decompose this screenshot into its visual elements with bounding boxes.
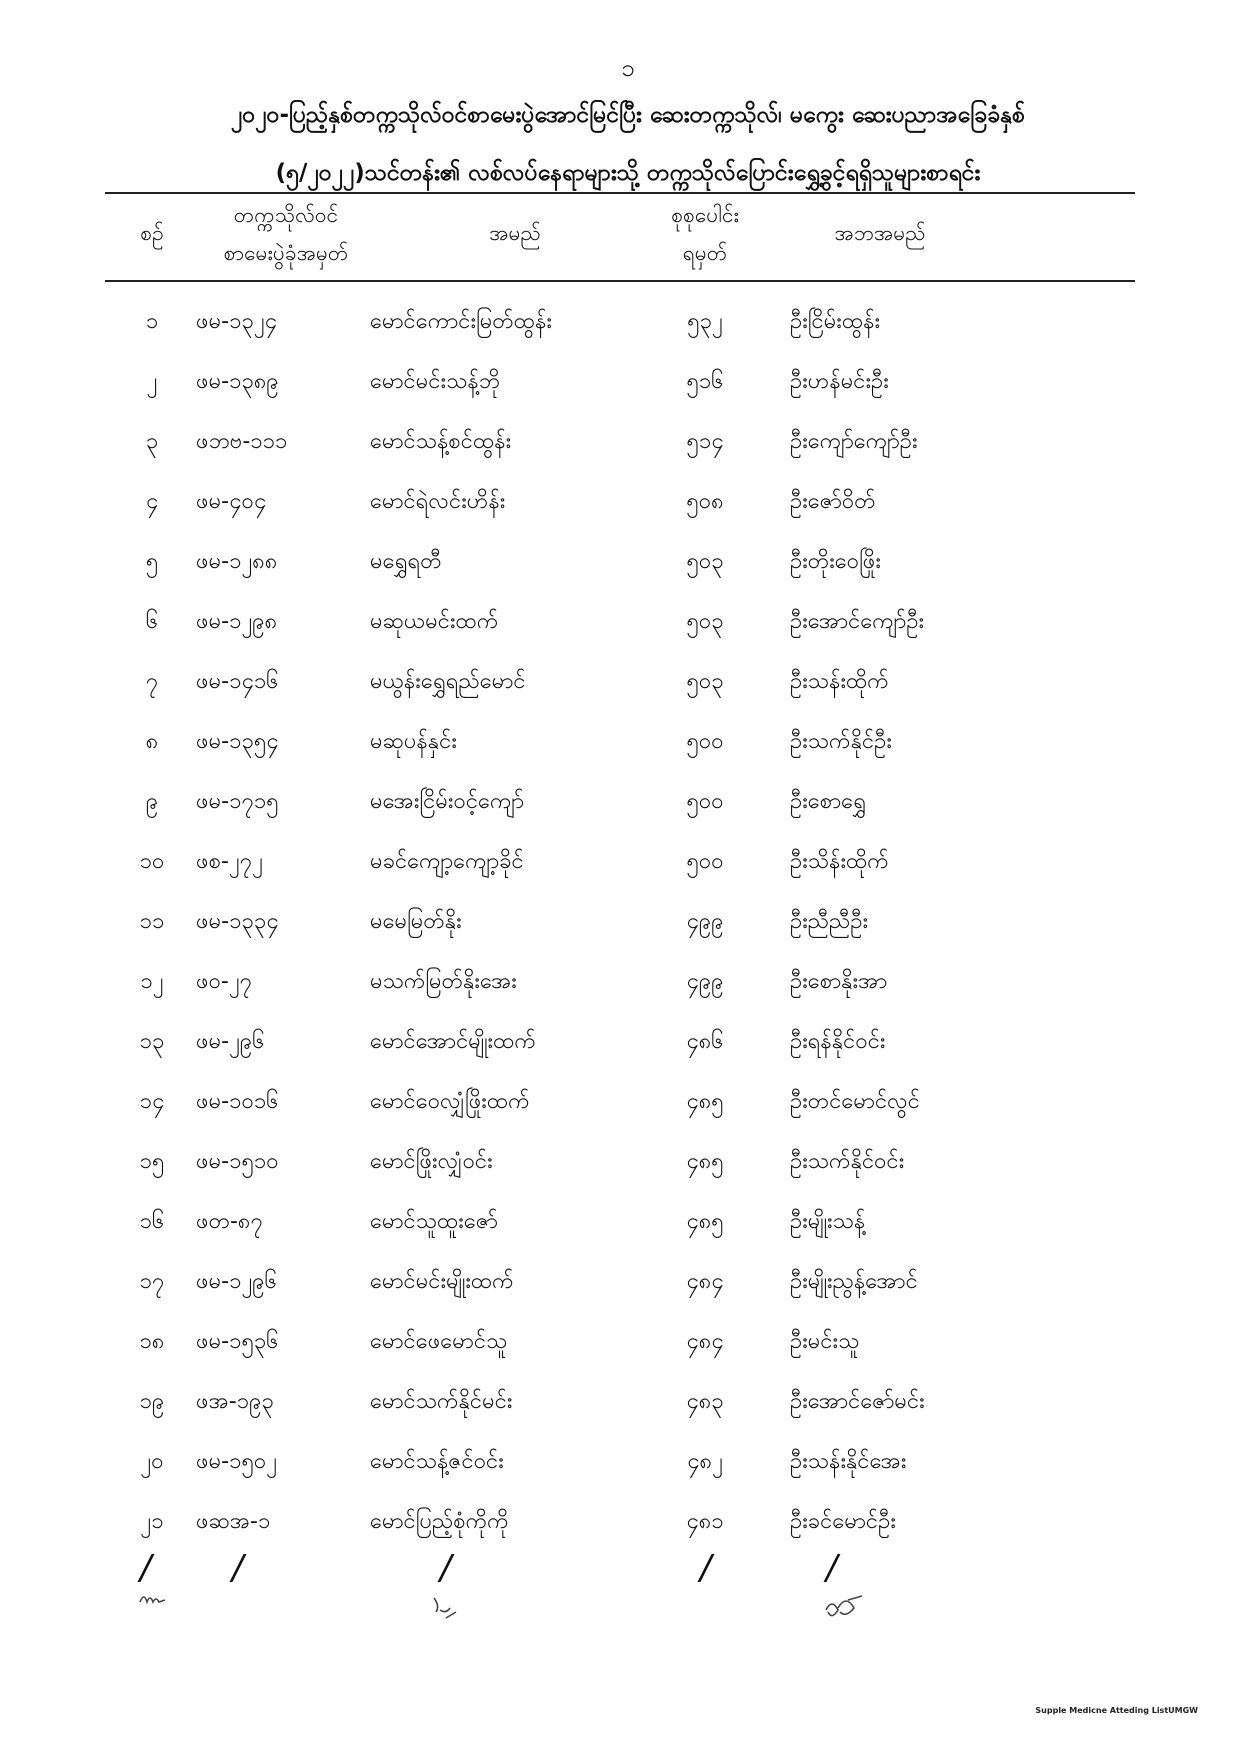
- initials-signature-2: [428, 1588, 464, 1624]
- cell-roll-number: ဖဝ-၂၇: [196, 969, 253, 994]
- cell-serial-no: ၅: [145, 549, 159, 574]
- cell-roll-number: ဖတ-၈၇: [196, 1209, 263, 1234]
- cell-father-name: ဦးညီညီဦး: [790, 909, 869, 934]
- cell-father-name: ဦးသန်းထိုက်: [790, 669, 889, 694]
- cell-serial-no: ၁၅: [139, 1149, 165, 1174]
- cell-roll-number: ဖမ-၁၇၁၅: [196, 789, 279, 814]
- cell-serial-no: ၂: [146, 369, 158, 394]
- cell-father-name: ဦးသက်နိုင်ဝင်း: [790, 1149, 905, 1174]
- cell-roll-number: ဖမ-၁၃၂၄: [196, 309, 278, 334]
- header-roll-number: [186, 196, 386, 272]
- cell-serial-no: ၁၂: [140, 969, 164, 994]
- cell-roll-number: ဖမ-၁၃၈၉: [196, 369, 279, 394]
- cell-name: မောင်ဝေလျှံဖြိုးထက်: [370, 1089, 530, 1114]
- cell-name: မောင်ပြည့်စုံကိုကို: [370, 1509, 509, 1534]
- cell-father-name: ဦးသိန်းထိုက်: [790, 849, 889, 874]
- cell-roll-number: ဖမ-၁၅၃၆: [196, 1329, 279, 1354]
- cell-name: မမေမြတ်နိုး: [370, 909, 462, 934]
- check-mark-father: /: [826, 1548, 838, 1588]
- cell-roll-number: ဖစ-၂၇၂: [196, 849, 263, 874]
- table-row: [0, 1256, 1256, 1316]
- header-name: [400, 214, 630, 252]
- table-row: [0, 536, 1256, 596]
- cell-total-marks: ၅၁၆: [686, 369, 724, 394]
- header-total-marks-line-1: စုစုပေါင်း: [671, 203, 739, 227]
- cell-father-name: ဦးတိုးဝေဖြိုး: [790, 549, 881, 574]
- cell-roll-number: ဖမ-၂၉၆: [196, 1029, 265, 1054]
- cell-name: မောင်အောင်မျိုးထက်: [370, 1029, 536, 1054]
- verification-marks: [0, 1548, 1256, 1618]
- initials-signature-3: [822, 1592, 868, 1622]
- header-father-name: [780, 214, 980, 252]
- check-mark-roll: /: [232, 1548, 244, 1588]
- footer-note: Supple Medicne Atteding ListUMGW: [1035, 1706, 1198, 1715]
- cell-total-marks: ၄၈၄: [686, 1269, 724, 1294]
- cell-name: မဆုယမင်းထက်: [370, 609, 499, 634]
- cell-total-marks: ၄၈၃: [686, 1389, 724, 1414]
- cell-serial-no: ၆: [145, 609, 159, 634]
- cell-father-name: ဦးငြိမ်းထွန်း: [790, 309, 881, 334]
- cell-serial-no: ၁၃: [139, 1029, 165, 1054]
- table-row: [0, 1016, 1256, 1076]
- table-row: [0, 1316, 1256, 1376]
- table-row: [0, 1376, 1256, 1436]
- cell-total-marks: ၅၀၃: [686, 669, 724, 694]
- cell-father-name: ဦးအောင်ဇော်မင်း: [790, 1389, 925, 1414]
- table-row: [0, 596, 1256, 656]
- header-serial-no: [112, 214, 192, 252]
- cell-father-name: ဦးမျိုးသန့်: [790, 1209, 866, 1234]
- table-row: [0, 1076, 1256, 1136]
- cell-father-name: ဦးမင်းသူ: [790, 1329, 860, 1354]
- cell-name: မောင်ဖြိုးလျှံဝင်း: [370, 1149, 493, 1174]
- cell-total-marks: ၄၈၄: [686, 1329, 724, 1354]
- cell-name: မသက်မြတ်နိုးအေး: [370, 969, 517, 994]
- header-name-label: အမည်: [489, 221, 541, 245]
- cell-serial-no: ၉: [145, 789, 159, 814]
- cell-name: မရွှေရတီ: [370, 549, 442, 574]
- table-row: [0, 1136, 1256, 1196]
- cell-total-marks: ၄၈၅: [686, 1089, 724, 1114]
- cell-father-name: ဦးဇော်ဝိတ်: [790, 489, 876, 514]
- cell-name: မောင်ကောင်းမြတ်ထွန်း: [370, 309, 552, 334]
- cell-roll-number: ဖဘဗ-၁၁၁: [196, 429, 288, 454]
- table-row: [0, 476, 1256, 536]
- cell-total-marks: ၅၀၀: [686, 789, 724, 814]
- header-total-marks: [640, 196, 770, 272]
- cell-serial-no: ၁: [145, 309, 159, 334]
- cell-roll-number: ဖအ-၁၉၃: [196, 1389, 274, 1414]
- table-row: [0, 356, 1256, 416]
- table-row: [0, 1196, 1256, 1256]
- header-roll-number-line-2: စာမေးပွဲခုံအမှတ်: [223, 241, 349, 265]
- header-roll-number-line-1: တက္ကသိုလ်ဝင်: [233, 203, 339, 227]
- cell-serial-no: ၁၁: [139, 909, 165, 934]
- cell-total-marks: ၄၈၅: [686, 1149, 724, 1174]
- cell-total-marks: ၅၀၃: [686, 549, 724, 574]
- cell-total-marks: ၅၁၄: [686, 429, 724, 454]
- cell-roll-number: ဖမ-၁၅၀၂: [196, 1449, 278, 1474]
- cell-serial-no: ၃: [145, 429, 159, 454]
- cell-serial-no: ၁၆: [139, 1209, 165, 1234]
- table-row: [0, 296, 1256, 356]
- cell-total-marks: ၄၉၉: [686, 969, 724, 994]
- table-row: [0, 956, 1256, 1016]
- cell-father-name: ဦးစောရွှေ: [790, 789, 867, 814]
- cell-name: မအေးငြိမ်းဝင့်ကျော်: [370, 789, 525, 814]
- cell-serial-no: ၄: [145, 489, 159, 514]
- table-row: [0, 656, 1256, 716]
- check-mark-serial: /: [140, 1548, 152, 1588]
- cell-total-marks: ၅၀၀: [686, 849, 724, 874]
- cell-name: မခင်ကျော့ကျော့ခိုင်: [370, 849, 524, 874]
- header-total-marks-line-2: ရမှတ်: [682, 241, 728, 265]
- initials-signature-1: [138, 1588, 168, 1608]
- cell-father-name: ဦးမျိုးညွန့်အောင်: [790, 1269, 918, 1294]
- cell-serial-no: ၈: [145, 729, 159, 754]
- cell-serial-no: ၂၀: [140, 1449, 164, 1474]
- cell-name: မောင်မင်းမျိုးထက်: [370, 1269, 514, 1294]
- cell-serial-no: ၁၉: [139, 1389, 165, 1414]
- document-title-line-2: (၅/၂၀၂၂)သင်တန်း၏ လစ်လပ်နေရာများသို့ တက္ကသိုလ်ပြောင်းရွှေ့ခွင့်ရရှိသူများစာရင်း: [275, 160, 981, 186]
- table-row: [0, 896, 1256, 956]
- cell-roll-number: ဖဆအ-၁: [196, 1509, 271, 1534]
- table-row: [0, 1496, 1256, 1556]
- cell-roll-number: ဖမ-၁၅၁၀: [196, 1149, 279, 1174]
- document-title-line-1: ၂၀၂၀-ပြည့်နှစ်တက္ကသိုလ်ဝင်စာမေးပွဲအောင်မြင်ပြီး ဆေးတက္ကသိုလ်၊ မကွေး ဆေးပညာအခြေခံနှစ်: [231, 102, 1025, 128]
- cell-father-name: ဦးကျော်ကျော်ဦး: [790, 429, 918, 454]
- check-mark-name: /: [440, 1548, 452, 1588]
- cell-name: မောင်သူထူးဇော်: [370, 1209, 498, 1234]
- cell-roll-number: ဖမ-၁၀၁၆: [196, 1089, 279, 1114]
- table-row: [0, 716, 1256, 776]
- header-serial-no-label: စဉ်: [140, 221, 164, 245]
- cell-total-marks: ၄၈၆: [686, 1029, 724, 1054]
- page-number: ၁: [621, 54, 635, 82]
- cell-name: မောင်ရဲလင်းဟိန်း: [370, 489, 506, 514]
- cell-name: မောင်သန့်စင်ထွန်း: [370, 429, 512, 454]
- cell-total-marks: ၄၈၂: [687, 1449, 723, 1474]
- cell-father-name: ဦးဟန်မင်းဦး: [790, 369, 889, 394]
- cell-father-name: ဦးခင်မောင်ဦး: [790, 1509, 896, 1534]
- cell-father-name: ဦးသက်နိုင်ဦး: [790, 729, 892, 754]
- cell-serial-no: ၇: [145, 669, 159, 694]
- cell-serial-no: ၁၇: [139, 1269, 165, 1294]
- cell-roll-number: ဖမ-၁၂၉၈: [196, 609, 278, 634]
- cell-name: မောင်သက်နိုင်မင်း: [370, 1389, 513, 1414]
- table-row: [0, 416, 1256, 476]
- table-header-bottom-rule: [105, 280, 1135, 282]
- cell-name: မောင်ဖေမောင်သူ: [370, 1329, 508, 1354]
- cell-roll-number: ဖမ-၁၄၁၆: [196, 669, 279, 694]
- cell-roll-number: ဖမ-၁၃၅၄: [196, 729, 279, 754]
- cell-total-marks: ၄၈၅: [686, 1209, 724, 1234]
- cell-roll-number: ဖမ-၁၂၈၈: [196, 549, 278, 574]
- cell-roll-number: ဖမ-၁၂၉၆: [196, 1269, 278, 1294]
- cell-father-name: ဦးအောင်ကျော်ဦး: [790, 609, 925, 634]
- table-row: [0, 836, 1256, 896]
- cell-serial-no: ၁၈: [139, 1329, 165, 1354]
- cell-father-name: ဦးရန်နိုင်ဝင်း: [790, 1029, 886, 1054]
- cell-total-marks: ၅၃၂: [687, 309, 723, 334]
- cell-total-marks: ၄၉၉: [686, 909, 724, 934]
- cell-name: မောင်သန့်ဇင်ဝင်း: [370, 1449, 504, 1474]
- table-row: [0, 776, 1256, 836]
- cell-total-marks: ၄၈၁: [686, 1509, 724, 1534]
- cell-father-name: ဦးတင်မောင်လွင်: [790, 1089, 921, 1114]
- check-mark-marks: /: [700, 1548, 712, 1588]
- header-father-name-label: အဘအမည်: [834, 221, 926, 245]
- cell-name: မောင်မင်းသန့်ဘို: [370, 369, 500, 394]
- cell-serial-no: ၁၀: [139, 849, 165, 874]
- cell-total-marks: ၅၀၀: [686, 729, 724, 754]
- cell-total-marks: ၅၀၈: [686, 489, 724, 514]
- cell-father-name: ဦးသန်းနိုင်အေး: [790, 1449, 907, 1474]
- cell-father-name: ဦးစောနိုးအာ: [790, 969, 888, 994]
- table-row: [0, 1436, 1256, 1496]
- table-body: [0, 296, 1256, 1556]
- cell-name: မယွန်းရွှေရည်မောင်: [370, 669, 526, 694]
- cell-name: မဆုပန်နှင်း: [370, 729, 457, 754]
- cell-total-marks: ၅၀၃: [686, 609, 724, 634]
- cell-serial-no: ၁၄: [139, 1089, 165, 1114]
- cell-roll-number: ဖမ-၁၃၃၄: [196, 909, 279, 934]
- cell-serial-no: ၂၁: [140, 1509, 164, 1534]
- table-top-rule: [105, 192, 1135, 194]
- cell-roll-number: ဖမ-၄၀၄: [196, 489, 267, 514]
